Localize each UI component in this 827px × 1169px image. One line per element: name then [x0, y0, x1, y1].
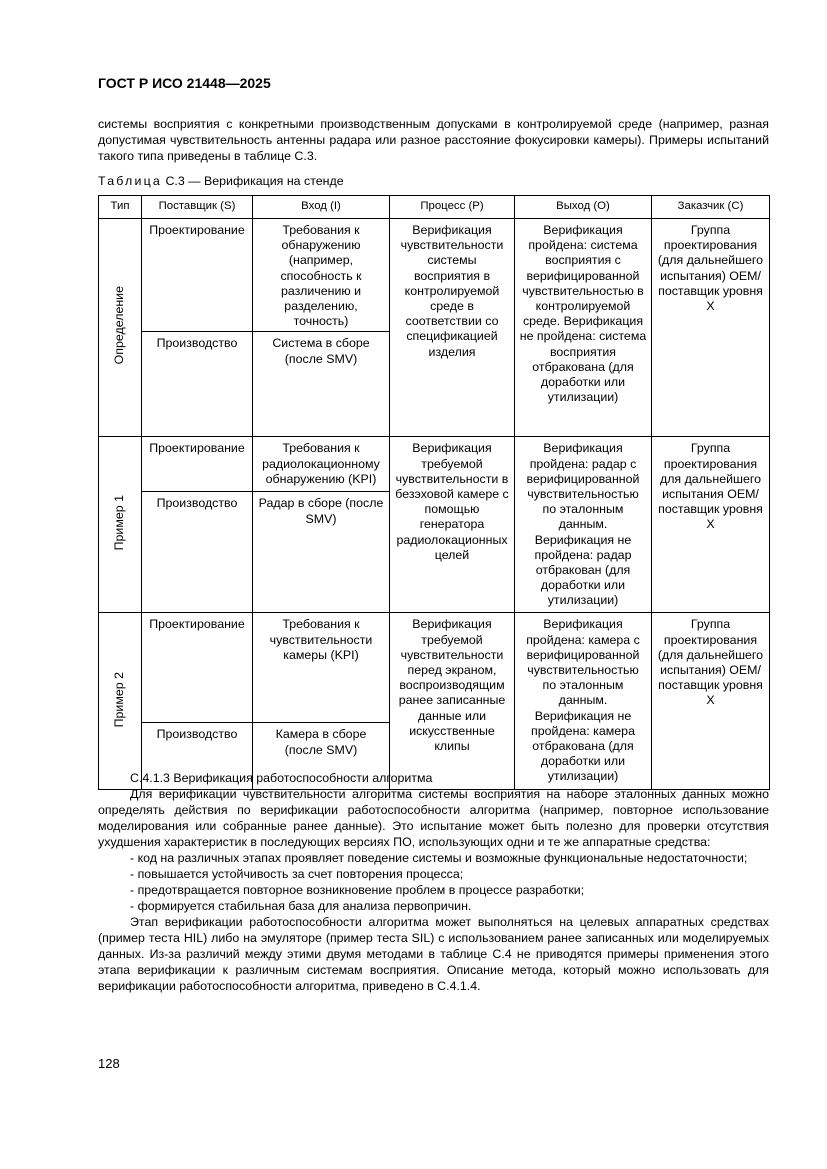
intro-paragraph: системы восприятия с конкретными производственным допусками в контролируемой среде (например, разная допустимая чувствительность антенны радара или разное расстояние фокусировки камеры). Примеры испытаний такого типа приведены в таблице С.3.: [98, 117, 769, 163]
document-header: ГОСТ Р ИСО 21448—2025: [98, 75, 271, 91]
bullet-list: [98, 850, 769, 914]
header-cell-output: Выход (О): [515, 196, 652, 219]
table-caption: [98, 174, 344, 188]
supplier-cell: Проектирование: [142, 219, 253, 332]
output-cell: Верификация пройдена: система восприятия с верифицированной чувствительностью в контролируемой среде. Верификация не пройдена: система восприятия отбракована (для доработки или утилизации): [515, 219, 652, 437]
header-cell-supplier: Поставщик (S): [142, 196, 253, 219]
header-cell-process: Процесс (P): [390, 196, 515, 219]
table-header-row: [99, 196, 770, 219]
group-type-label: Пример 1: [112, 495, 127, 551]
input-cell: Требования к радиолокационному обнаружению (KPI): [253, 437, 390, 492]
group-type-label: Пример 2: [112, 671, 127, 727]
output-cell: Верификация пройдена: радар с верифицированной чувствительностью по эталонным данным. Верификация не пройдена: радар отбракован (для доработки или утилизации): [515, 437, 652, 613]
process-cell: Верификация чувствительности системы восприятия в контролируемой среде в соответствии со спецификацией изделия: [390, 219, 515, 437]
supplier-cell: Проектирование: [142, 613, 253, 723]
process-cell: Верификация требуемой чувствительности в безэховой камере с помощью генератора радиолокационных целей: [390, 437, 515, 613]
header-cell-type: Тип: [99, 196, 142, 219]
input-cell: Система в сборе (после SMV): [253, 332, 390, 437]
output-cell: Верификация пройдена: камера с верифицированной чувствительностью по эталонным данным. Верификация не пройдена: камера отбракована (для доработки или утилизации): [515, 613, 652, 790]
supplier-cell: Производство: [142, 492, 253, 613]
customer-cell: Группа проектирования (для дальнейшего испытания) OEM/ поставщик уровня X: [652, 613, 770, 790]
section-paragraph-2: Этап верификации работоспособности алгоритма может выполняться на целевых аппаратных средствах (пример теста HIL) либо на эмуляторе (пример теста SIL) с использованием ранее записанных или моделируемых данных. Из-за различий между этими двумя методами в таблице С.4 не приводятся примеры применения этого этапа верификации к различным системам восприятия. Описание метода, который можно использовать для верификации работоспособности алгоритма, приведено в С.4.1.4.: [98, 915, 769, 993]
group-type-label: Определение: [112, 286, 127, 365]
group-type-cell: [99, 219, 142, 437]
input-cell: Камера в сборе (после SMV): [253, 723, 390, 790]
table-caption-label: Таблица: [98, 174, 162, 188]
header-cell-customer: Заказчик (С): [652, 196, 770, 219]
group-type-cell: [99, 613, 142, 790]
table-row: [99, 437, 770, 492]
supplier-cell: Проектирование: [142, 437, 253, 492]
table-caption-text: С.3 — Верификация на стенде: [165, 174, 344, 188]
verification-table: [98, 195, 770, 790]
input-cell: Радар в сборе (после SMV): [253, 492, 390, 613]
list-item: - код на различных этапах проявляет поведение системы и возможные функциональные недостаточности;: [130, 850, 769, 866]
input-cell: Требования к чувствительности камеры (KPI): [253, 613, 390, 723]
supplier-cell: Производство: [142, 723, 253, 790]
supplier-cell: Производство: [142, 332, 253, 437]
table-row: [99, 219, 770, 332]
table-row: [99, 613, 770, 723]
input-cell: Требования к обнаружению (например, способность к различению и разделению, точность): [253, 219, 390, 332]
section-heading: С.4.1.3 Верификация работоспособности алгоритма: [130, 771, 433, 785]
list-item: - формируется стабильная база для анализа первопричин.: [130, 898, 769, 914]
header-cell-input: Вход (I): [253, 196, 390, 219]
section-paragraph-1: Для верификации чувствительности алгоритма системы восприятия на наборе эталонных данных можно определять действия по верификации работоспособности алгоритма (например, повторное использование моделирования или собранные ранее данные). Это испытание может быть полезно для проверки отсутствия ухудшения характеристик в последующих версиях ПО, использующих одни и те же аппаратные средства:: [98, 787, 769, 849]
list-item: - предотвращается повторное возникновение проблем в процессе разработки;: [130, 882, 769, 898]
page-number: 128: [98, 1056, 120, 1071]
process-cell: Верификация требуемой чувствительности перед экраном, воспроизводящим ранее записанные данные или искусственные клипы: [390, 613, 515, 790]
customer-cell: Группа проектирования для дальнейшего испытания OEM/ поставщик уровня X: [652, 437, 770, 613]
section-body: [98, 770, 769, 994]
list-item: - повышается устойчивость за счет повторения процесса;: [130, 866, 769, 882]
group-type-cell: [99, 437, 142, 613]
customer-cell: Группа проектирования (для дальнейшего испытания) OEM/ поставщик уровня X: [652, 219, 770, 437]
